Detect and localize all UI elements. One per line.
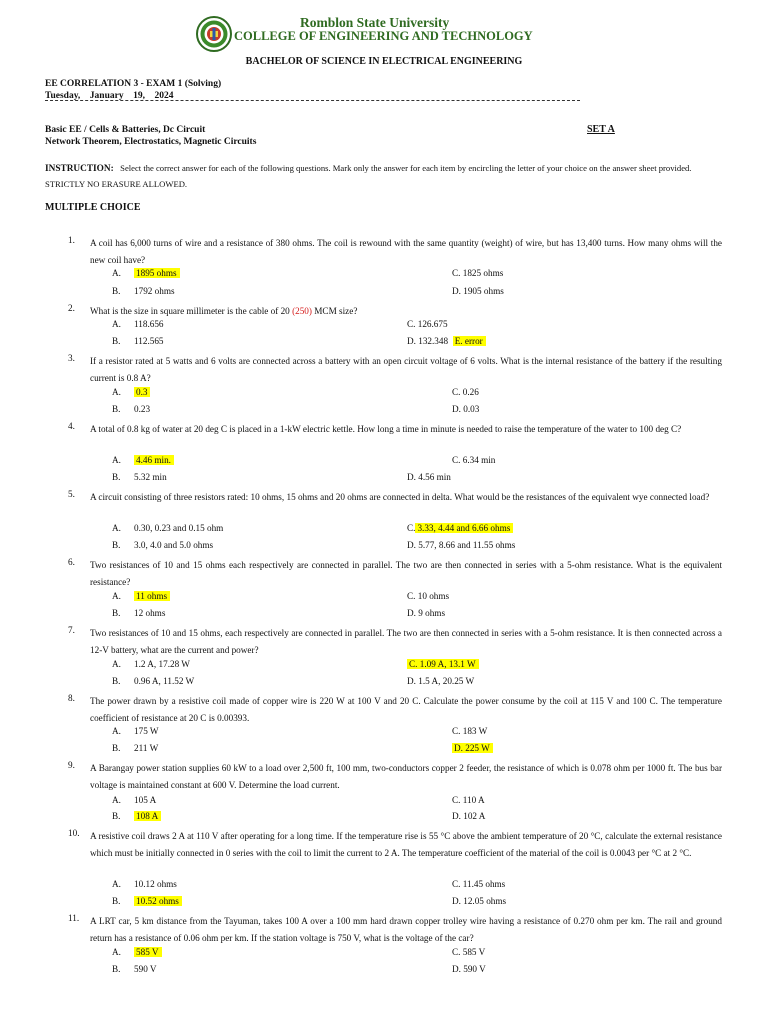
option-c[interactable]: C. 10 ohms <box>407 591 450 601</box>
option-c[interactable]: C. 6.34 min <box>452 455 496 465</box>
option-b[interactable]: B. 12 ohms <box>112 608 166 618</box>
answer-highlight: 11 ohms <box>134 591 170 601</box>
option-a[interactable]: A. 1895 ohms <box>112 268 180 278</box>
answer-highlight: C. 1.09 A, 13.1 W <box>407 659 479 669</box>
option-d[interactable]: D. 1905 ohms <box>452 286 504 296</box>
exam-date: Tuesday, January 19, 2024 <box>45 91 174 101</box>
question-number: 11. <box>68 913 80 923</box>
question-text: If a resistor rated at 5 watts and 6 volts are connected across a battery with an open circuit voltage of 6 volts. What is the internal resistance of the battery if the resulting current is 0.8 A? <box>90 356 722 383</box>
option-b[interactable]: B. 10.52 ohms <box>112 896 182 906</box>
option-d[interactable] <box>452 743 493 753</box>
option-a[interactable]: A. 11 ohms <box>112 591 170 601</box>
answer-highlight: 585 V <box>134 947 162 957</box>
option-b[interactable]: B. 0.96 A, 11.52 W <box>112 676 195 686</box>
instruction-label: INSTRUCTION: <box>45 164 114 174</box>
option-d[interactable]: D. 9 ohms <box>407 608 446 618</box>
option-b[interactable]: B. 112.565 <box>112 336 164 346</box>
option-a[interactable]: A. 10.12 ohms <box>112 879 177 889</box>
college-name: COLLEGE OF ENGINEERING AND TECHNOLOGY <box>234 29 533 43</box>
option-b[interactable]: B. 1792 ohms <box>112 286 175 296</box>
option-c[interactable]: C. 585 V <box>452 947 486 957</box>
answer-highlight: 3.33, 4.44 and 6.66 ohms <box>415 523 513 533</box>
question-number: 9. <box>68 760 75 770</box>
option-a[interactable]: A. 118.656 <box>112 319 164 329</box>
option-a[interactable]: A. 175 W <box>112 726 159 736</box>
option-b[interactable]: B. 3.0, 4.0 and 5.0 ohms <box>112 540 214 550</box>
answer-highlight: 4.46 min. <box>134 455 174 465</box>
question-text: A circuit consisting of three resistors rated: 10 ohms, 15 ohms and 20 ohms are connected in delta. What would be the resistances of the equivalent wye connected load? <box>90 492 710 502</box>
question-text: What is the size in square millimeter is the cable of 20 (250) MCM size? <box>90 306 358 316</box>
option-c[interactable]: C. 3.33, 4.44 and 6.66 ohms <box>407 523 513 533</box>
option-d[interactable]: D. 590 V <box>452 964 486 974</box>
subject-line-2: Network Theorem, Electrostatics, Magnetic Circuits <box>45 137 257 147</box>
question-text: Two resistances of 10 and 15 ohms each respectively are connected in parallel. The two are then connected in series with a 5-ohm resistance. What is the equivalent resistance? <box>90 560 722 587</box>
option-c[interactable]: C. 110 A <box>452 795 485 805</box>
option-d[interactable]: D. 4.56 min <box>407 472 451 482</box>
option-c[interactable]: C. 126.675 <box>407 319 448 329</box>
option-c[interactable]: C. 0.26 <box>452 387 479 397</box>
option-a[interactable]: A. 0.30, 0.23 and 0.15 ohm <box>112 523 224 533</box>
instruction-text: Select the correct answer for each of the following questions. Mark only the answer for each item by encircling the letter of your choice on the answer sheet provided. STRICTLY NO ERASURE ALLOWED. <box>45 163 692 189</box>
university-seal-icon <box>196 16 232 52</box>
subjects <box>45 124 256 148</box>
set-label: SET A <box>587 124 615 135</box>
question-number: 10. <box>68 828 80 838</box>
option-d[interactable]: D. 102 A <box>452 811 486 821</box>
instruction <box>45 161 723 191</box>
option-a[interactable]: A. 4.46 min. <box>112 455 174 465</box>
university-name: Romblon State University <box>300 15 450 30</box>
red-emphasis: (250) <box>292 306 312 316</box>
section-title: MULTIPLE CHOICE <box>45 202 141 213</box>
question-number: 3. <box>68 353 75 363</box>
divider <box>45 100 580 101</box>
question-text: A coil has 6,000 turns of wire and a resistance of 380 ohms. The coil is rewound with the same quantity (weight) of wire, but has 13,400 turns. How many ohms will the new coil have? <box>90 238 722 265</box>
exam-title: EE CORRELATION 3 - EXAM 1 (Solving) <box>45 79 222 89</box>
answer-highlight: D. 225 W <box>452 743 493 753</box>
option-a[interactable]: A. 0.3 <box>112 387 150 397</box>
question-number: 4. <box>68 421 75 431</box>
program-title: BACHELOR OF SCIENCE IN ELECTRICAL ENGINEERING <box>245 56 523 67</box>
exam-info <box>45 78 221 102</box>
option-d[interactable]: D. 12.05 ohms <box>452 896 507 906</box>
subject-line-1: Basic EE / Cells & Batteries, Dc Circuit <box>45 125 206 135</box>
option-d[interactable]: D. 0.03 <box>452 404 480 414</box>
option-d[interactable]: D. 1.5 A, 20.25 W <box>407 676 475 686</box>
option-a[interactable]: A. 1.2 A, 17.28 W <box>112 659 190 669</box>
question-number: 5. <box>68 489 75 499</box>
option-a[interactable]: A. 105 A <box>112 795 157 805</box>
option-b[interactable]: B. 5.32 min <box>112 472 167 482</box>
question-number: 7. <box>68 625 75 635</box>
option-c[interactable]: C. 183 W <box>452 726 488 736</box>
answer-highlight: 108 A <box>134 811 161 821</box>
header <box>0 14 768 54</box>
option-c[interactable]: C. 11.45 ohms <box>452 879 506 889</box>
question-text: The power drawn by a resistive coil made of copper wire is 220 W at 100 V and 20 C. Calculate the power consume by the coil at 115 V and 100 C. The temperature coefficient of resistance at 20 C is 0.00393. <box>90 696 722 723</box>
answer-highlight: 0.3 <box>134 387 150 397</box>
question-text: A LRT car, 5 km distance from the Tayuman, takes 100 A over a 100 mm hard drawn copper trolley wire having a resistance of 0.270 ohm per km. The rail and ground return has a resistance of 0.06 ohm per km. If the station voltage is 750 V, what is the voltage of the car? <box>90 916 722 943</box>
option-b[interactable]: B. 211 W <box>112 743 159 753</box>
question-text: Two resistances of 10 and 15 ohms, each respectively are connected in parallel. The two are then connected in series with a 5-ohm resistance. It is then connected across a 12-V battery, what are the current and power? <box>90 628 722 655</box>
question-number: 1. <box>68 235 75 245</box>
answer-highlight: 10.52 ohms <box>134 896 182 906</box>
question-text: A Barangay power station supplies 60 kW to a load over 2,500 ft, 100 mm, two-conductors copper 2 feeder, the resistance of which is 0.078 ohm per 1000 ft. The bus bar voltage is maintained constant at 600 V. Determine the load current. <box>90 763 722 790</box>
option-d[interactable]: D. 5.77, 8.66 and 11.55 ohms <box>407 540 516 550</box>
option-c[interactable] <box>407 659 479 669</box>
question-number: 2. <box>68 303 75 313</box>
option-b[interactable]: B. 0.23 <box>112 404 151 414</box>
option-a[interactable]: A. 585 V <box>112 947 162 957</box>
option-d[interactable]: D. 132.348 E. error <box>407 336 486 346</box>
option-e-highlight: E. error <box>453 336 486 346</box>
question-number: 6. <box>68 557 75 567</box>
answer-highlight: 1895 ohms <box>134 268 180 278</box>
question-number: 8. <box>68 693 75 703</box>
question-text: A total of 0.8 kg of water at 20 deg C is placed in a 1-kW electric kettle. How long a time in minute is needed to raise the temperature of the water to 100 deg C? <box>90 424 682 434</box>
option-b[interactable]: B. 590 V <box>112 964 157 974</box>
option-b[interactable]: B. 108 A <box>112 811 161 821</box>
question-text: A resistive coil draws 2 A at 110 V after operating for a long time. If the temperature rise is 55 °C above the ambient temperature of 20 °C, calculate the external resistance which must be initially connected in 0 series with the coil to limit the current to 2 A. The temperature coefficient of the material of the coil is 0.0043 per °C at 2 °C. <box>90 831 722 858</box>
option-c[interactable]: C. 1825 ohms <box>452 268 504 278</box>
